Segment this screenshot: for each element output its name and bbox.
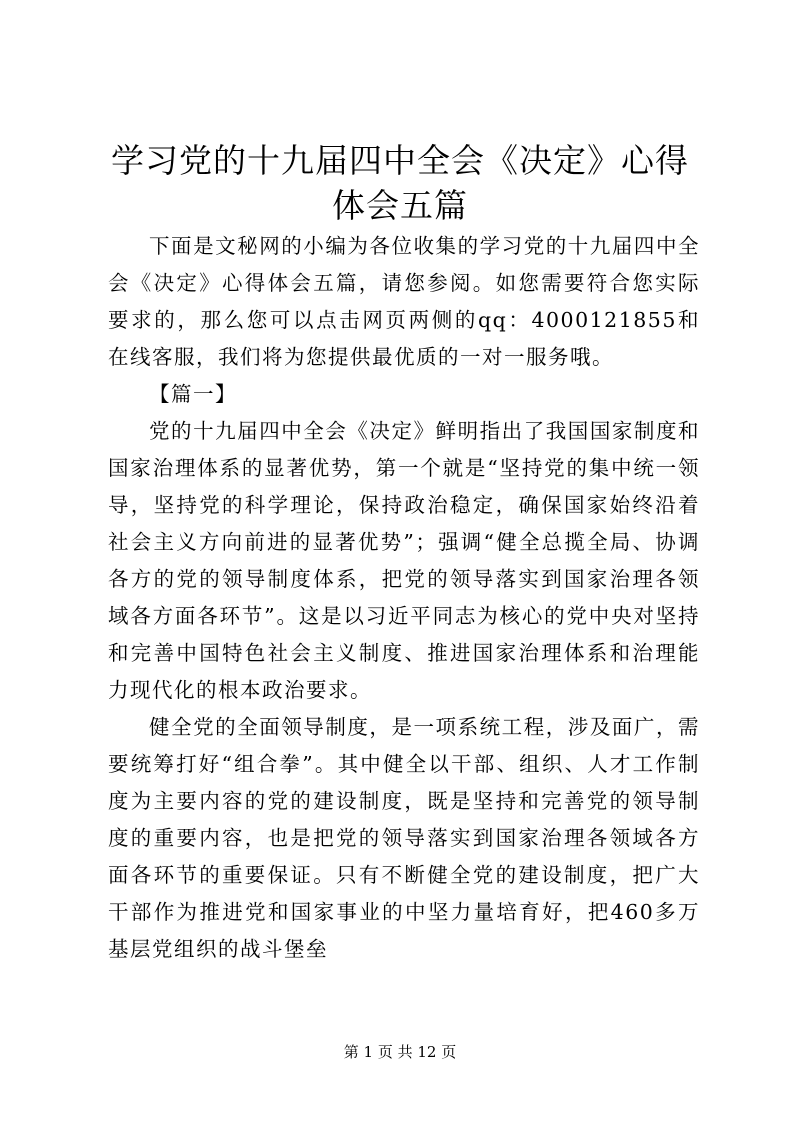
body-paragraph: 健全党的全面领导制度，是一项系统工程，涉及面广，需要统筹打好“组合拳”。其中健全以干部、组织、人才工作制度为主要内容的党的建设制度，既是坚持和完善党的领导制度的重要内容，也是把党的领导落实到国家治理各领域各方面各环节的重要保证。只有不断健全党的建设制度，把广大干部作为推进党和国家事业的中坚力量培育好，把460多万基层党组织的战斗堡垒 [108, 715, 700, 961]
section-heading: 【篇一】 [149, 382, 237, 406]
page-footer: 第 1 页 共 12 页 [343, 1043, 457, 1061]
intro-paragraph: 下面是文秘网的小编为各位收集的学习党的十九届四中全会《决定》心得体会五篇，请您参阅。如您需要符合您实际要求的，那么您可以点击网页两侧的qq：4000121855和在线客服，我们将为您提供最优质的一对一服务哦。 [108, 234, 700, 369]
body-paragraph: 党的十九届四中全会《决定》鲜明指出了我国国家制度和国家治理体系的显著优势，第一个就是“坚持党的集中统一领导，坚持党的科学理论，保持政治稳定，确保国家始终沿着社会主义方向前进的显著优势”；强调“健全总揽全局、协调各方的党的领导制度体系，把党的领导落实到国家治理各领域各方面各环节”。这是以习近平同志为核心的党中央对坚持和完善中国特色社会主义制度、推进国家治理体系和治理能力现代化的根本政治要求。 [108, 419, 700, 702]
document-title: 学习党的十九届四中全会《决定》心得体会五篇 [111, 141, 689, 225]
document-body [108, 228, 700, 968]
